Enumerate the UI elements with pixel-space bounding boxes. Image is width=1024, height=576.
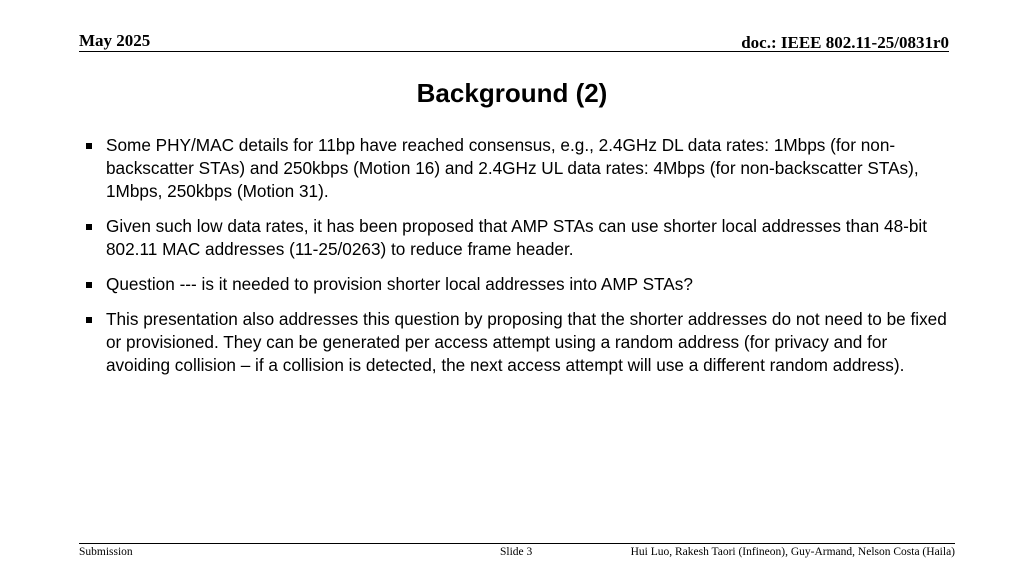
bullet-item [84, 308, 954, 377]
footer-submission: Submission [79, 546, 133, 558]
bullet-item [84, 215, 954, 261]
bullet-text: Question --- is it needed to provision shorter local addresses into AMP STAs? [106, 274, 693, 294]
footer-authors: Hui Luo, Rakesh Taori (Infineon), Guy-Armand, Nelson Costa (Haila) [630, 546, 955, 558]
bullet-item [84, 134, 954, 203]
square-bullet-icon [86, 143, 92, 149]
header-doc-id: doc.: IEEE 802.11-25/0831r0 [741, 33, 949, 52]
footer-divider [79, 543, 955, 544]
footer-slide-number: Slide 3 [500, 546, 533, 558]
header-date: May 2025 [79, 31, 151, 50]
header-divider [79, 51, 949, 52]
bullet-list [84, 134, 954, 389]
square-bullet-icon [86, 224, 92, 230]
bullet-text: This presentation also addresses this question by proposing that the shorter addresses do not need to be fixed or provisioned. They can be generated per access attempt using a random address (for privacy and for avoiding collision – if a collision is detected, the next access attempt will use a different random address). [106, 309, 947, 375]
slide-title: Background (2) [416, 78, 608, 108]
square-bullet-icon [86, 282, 92, 288]
bullet-item [84, 273, 954, 296]
bullet-text: Given such low data rates, it has been proposed that AMP STAs can use shorter local addresses than 48-bit 802.11 MAC addresses (11-25/0263) to reduce frame header. [106, 216, 928, 259]
square-bullet-icon [86, 317, 92, 323]
bullet-text: Some PHY/MAC details for 11bp have reached consensus, e.g., 2.4GHz DL data rates: 1Mbps (for non-backscatter STAs) and 250kbps (Motion 16) and 2.4GHz UL data rates: 4Mbps (for non-backscatter STAs), 1Mbps, 250kbps (Motion 31). [106, 135, 919, 201]
